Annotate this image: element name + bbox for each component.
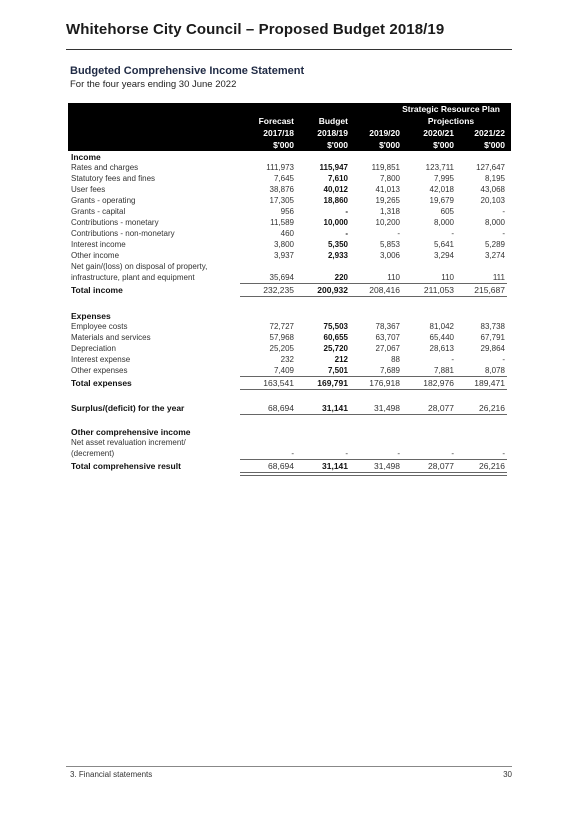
expense-line-row — [68, 354, 511, 365]
expense-line-row-value: 83,738 — [480, 322, 505, 331]
income-line-row-label: Grants - capital — [71, 207, 126, 216]
total-expenses-value: 163,541 — [263, 378, 294, 388]
disposal-label-2: infrastructure, plant and equipment — [71, 273, 195, 282]
revaluation-value: - — [502, 449, 505, 458]
expense-line-row-value: 25,205 — [269, 344, 294, 353]
total-income-value: 232,235 — [263, 285, 294, 295]
header-col3-line2: $'000 — [379, 140, 400, 150]
income-line-row-value: 11,589 — [270, 218, 294, 227]
header-col3-line1: 2019/20 — [369, 128, 400, 138]
income-line-row-value: 20,103 — [480, 196, 505, 205]
expense-line-row-value: 212 — [334, 355, 348, 364]
income-line-row-value: - — [451, 229, 454, 238]
expense-line-row-value: 7,689 — [379, 366, 400, 375]
income-line-row-value: 7,800 — [379, 174, 400, 183]
total-result-value: 26,216 — [479, 461, 505, 471]
disposal-row-label — [68, 261, 511, 272]
expense-line-row-value: 29,864 — [480, 344, 505, 353]
income-heading: Income — [71, 152, 101, 162]
expense-line-row-value: - — [451, 355, 454, 364]
income-line-row-value: 19,265 — [375, 196, 400, 205]
surplus-row — [68, 401, 511, 414]
income-line-row-value: 956 — [280, 207, 294, 216]
expense-line-row-value: 7,501 — [327, 366, 348, 375]
header-col2-line3: $'000 — [327, 140, 348, 150]
income-line-row-value: 18,860 — [323, 196, 348, 205]
income-line-row-value: 41,013 — [375, 185, 400, 194]
income-line-row-value: 42,018 — [429, 185, 454, 194]
income-line-row — [68, 162, 511, 173]
other-heading: Other comprehensive income — [71, 427, 191, 437]
header-col4-line1: 2020/21 — [423, 128, 454, 138]
income-line-row-value: - — [345, 229, 348, 238]
expense-line-row-value: 65,440 — [429, 333, 454, 342]
expense-line-row-value: 81,042 — [429, 322, 454, 331]
table-header — [68, 103, 511, 151]
income-line-row — [68, 173, 511, 184]
income-line-row-value: - — [502, 229, 505, 238]
total-rule — [240, 296, 507, 297]
page-title: Whitehorse City Council – Proposed Budget 2018/19 — [66, 21, 445, 38]
total-rule — [240, 389, 507, 390]
total-income-label: Total income — [71, 285, 123, 295]
disposal-value: 35,694 — [269, 273, 294, 282]
income-line-row-value: 10,000 — [323, 218, 348, 227]
expense-line-row-value: 60,655 — [323, 333, 348, 342]
double-rule — [240, 472, 507, 476]
disposal-row — [68, 272, 511, 283]
total-income-row — [68, 283, 511, 296]
income-line-row-value: 111,973 — [266, 163, 294, 172]
total-income-value: 215,687 — [474, 285, 505, 295]
total-rule — [240, 459, 507, 460]
header-group: Strategic Resource Plan — [402, 104, 500, 114]
income-line-row-value: 5,289 — [484, 240, 505, 249]
surplus-value: 28,077 — [428, 403, 454, 413]
total-rule — [240, 283, 507, 284]
income-line-row-value: 3,006 — [379, 251, 400, 260]
income-line-row-label: Contributions - non-monetary — [71, 229, 175, 238]
expense-line-row-value: 63,707 — [375, 333, 400, 342]
disposal-value: 220 — [334, 273, 348, 282]
page-number: 30 — [503, 770, 512, 779]
total-expenses-label: Total expenses — [71, 378, 132, 388]
income-line-row-value: 8,000 — [484, 218, 505, 227]
total-income-value: 200,932 — [317, 285, 348, 295]
income-line-row-value: 123,711 — [425, 163, 454, 172]
expense-line-row-value: 7,409 — [273, 366, 294, 375]
income-line-row-value: 127,647 — [476, 163, 505, 172]
expense-line-row-value: 232 — [280, 355, 294, 364]
income-line-row-value: 460 — [280, 229, 294, 238]
income-line-row-value: 5,641 — [433, 240, 454, 249]
income-line-row — [68, 228, 511, 239]
income-line-row-value: 8,000 — [433, 218, 454, 227]
revaluation-label-2: (decrement) — [71, 449, 115, 458]
footer-section: 3. Financial statements — [70, 770, 153, 779]
income-line-row-value: 5,853 — [379, 240, 400, 249]
total-rule — [240, 376, 507, 377]
header-col4-line2: $'000 — [433, 140, 454, 150]
header-col1-line3: $'000 — [273, 140, 294, 150]
expenses-heading: Expenses — [71, 311, 111, 321]
total-income-value: 211,053 — [423, 285, 454, 295]
income-line-row-value: 119,851 — [371, 163, 400, 172]
expense-line-row-value: 27,067 — [375, 344, 400, 353]
revaluation-value: - — [397, 449, 400, 458]
income-line-row-value: 5,350 — [327, 240, 348, 249]
total-expenses-value: 176,918 — [369, 378, 400, 388]
income-line-row — [68, 250, 511, 261]
income-line-row-value: - — [397, 229, 400, 238]
income-line-row-value: 38,876 — [269, 185, 294, 194]
income-line-row-label: Contributions - monetary — [71, 218, 159, 227]
revaluation-row — [68, 448, 511, 459]
income-line-row — [68, 206, 511, 217]
expense-line-row-value: 57,968 — [269, 333, 294, 342]
income-line-row-value: 605 — [440, 207, 454, 216]
expenses-heading-row — [68, 310, 511, 321]
expense-line-row-label: Materials and services — [71, 333, 151, 342]
income-line-row-value: - — [502, 207, 505, 216]
section-title: Budgeted Comprehensive Income Statement — [70, 65, 305, 77]
income-line-row-value: - — [345, 207, 348, 216]
total-result-value: 28,077 — [428, 461, 454, 471]
disposal-value: 111 — [492, 273, 505, 282]
expense-line-row — [68, 365, 511, 376]
other-heading-row — [68, 426, 511, 437]
revaluation-value: - — [345, 449, 348, 458]
income-line-row — [68, 239, 511, 250]
expense-line-row-value: 8,078 — [484, 366, 505, 375]
income-line-row-value: 7,610 — [327, 174, 348, 183]
header-col5-line1: 2021/22 — [474, 128, 505, 138]
title-rule — [66, 49, 512, 50]
header-subgroup: Projections — [427, 116, 475, 126]
revaluation-value: - — [451, 449, 454, 458]
expense-line-row-value: 72,727 — [269, 322, 294, 331]
expense-line-row — [68, 332, 511, 343]
total-result-row — [68, 459, 511, 473]
header-col1-line1: Forecast — [258, 116, 294, 126]
disposal-label-1: Net gain/(loss) on disposal of property, — [71, 262, 208, 271]
income-line-row-label: Statutory fees and fines — [71, 174, 156, 183]
expense-line-row-value: 67,791 — [480, 333, 505, 342]
income-heading-row — [68, 151, 511, 162]
income-line-row-value: 3,274 — [484, 251, 505, 260]
revaluation-label-1: Net asset revaluation increment/ — [71, 438, 186, 447]
surplus-value: 68,694 — [268, 403, 294, 413]
total-result-value: 68,694 — [268, 461, 294, 471]
surplus-value: 26,216 — [479, 403, 505, 413]
income-line-row-value: 17,305 — [269, 196, 294, 205]
revaluation-value: - — [291, 449, 294, 458]
expense-line-row-label: Other expenses — [71, 366, 128, 375]
header-col1-line2: 2017/18 — [263, 128, 294, 138]
total-income-value: 208,416 — [369, 285, 400, 295]
surplus-label: Surplus/(deficit) for the year — [71, 403, 185, 413]
income-line-row — [68, 217, 511, 228]
income-line-row-value: 7,645 — [273, 174, 294, 183]
total-result-label: Total comprehensive result — [71, 461, 181, 471]
total-expenses-value: 189,471 — [474, 378, 505, 388]
income-line-row-value: 3,800 — [273, 240, 294, 249]
expense-line-row-value: 78,367 — [375, 322, 400, 331]
expense-line-row-value: - — [502, 355, 505, 364]
income-line-row-label: User fees — [71, 185, 106, 194]
revaluation-row-label — [68, 437, 511, 448]
surplus-value: 31,141 — [322, 403, 348, 413]
total-expenses-value: 182,976 — [423, 378, 454, 388]
income-statement-table — [68, 103, 511, 473]
header-col2-line2: 2018/19 — [317, 128, 348, 138]
expense-line-row-label: Employee costs — [71, 322, 128, 331]
income-line-row-label: Rates and charges — [71, 163, 139, 172]
income-line-row-value: 10,200 — [375, 218, 400, 227]
section-subtitle: For the four years ending 30 June 2022 — [70, 79, 237, 90]
income-line-row — [68, 184, 511, 195]
income-line-row-value: 1,318 — [379, 207, 400, 216]
header-col5-line2: $'000 — [484, 140, 505, 150]
expense-line-row-label: Depreciation — [71, 344, 116, 353]
total-result-value: 31,498 — [374, 461, 400, 471]
expense-line-row-label: Interest expense — [71, 355, 131, 364]
income-line-row-value: 7,995 — [433, 174, 454, 183]
expense-line-row-value: 7,881 — [433, 366, 454, 375]
expense-line-row-value: 88 — [391, 355, 400, 364]
total-result-value: 31,141 — [322, 461, 348, 471]
footer-rule — [66, 766, 512, 767]
expense-line-row — [68, 321, 511, 332]
disposal-value: 110 — [387, 273, 400, 282]
income-line-row-value: 115,947 — [319, 163, 348, 172]
income-line-row-value: 3,937 — [273, 251, 294, 260]
header-col2-line1: Budget — [318, 116, 348, 126]
surplus-value: 31,498 — [374, 403, 400, 413]
income-line-row-value: 40,012 — [323, 185, 348, 194]
income-line-row-value: 3,294 — [433, 251, 454, 260]
income-line-row-label: Interest income — [71, 240, 126, 249]
total-expenses-row — [68, 376, 511, 389]
expense-line-row-value: 75,503 — [323, 322, 348, 331]
income-line-row-value: 2,933 — [327, 251, 348, 260]
total-rule — [240, 414, 507, 415]
income-line-row — [68, 195, 511, 206]
income-line-row-value: 43,068 — [480, 185, 505, 194]
expense-line-row-value: 28,613 — [429, 344, 454, 353]
expense-line-row-value: 25,720 — [323, 344, 348, 353]
expense-line-row — [68, 343, 511, 354]
income-line-row-label: Other income — [71, 251, 120, 260]
disposal-value: 110 — [441, 273, 454, 282]
income-line-row-value: 8,195 — [484, 174, 505, 183]
income-line-row-value: 19,679 — [429, 196, 454, 205]
income-line-row-label: Grants - operating — [71, 196, 136, 205]
total-expenses-value: 169,791 — [317, 378, 348, 388]
